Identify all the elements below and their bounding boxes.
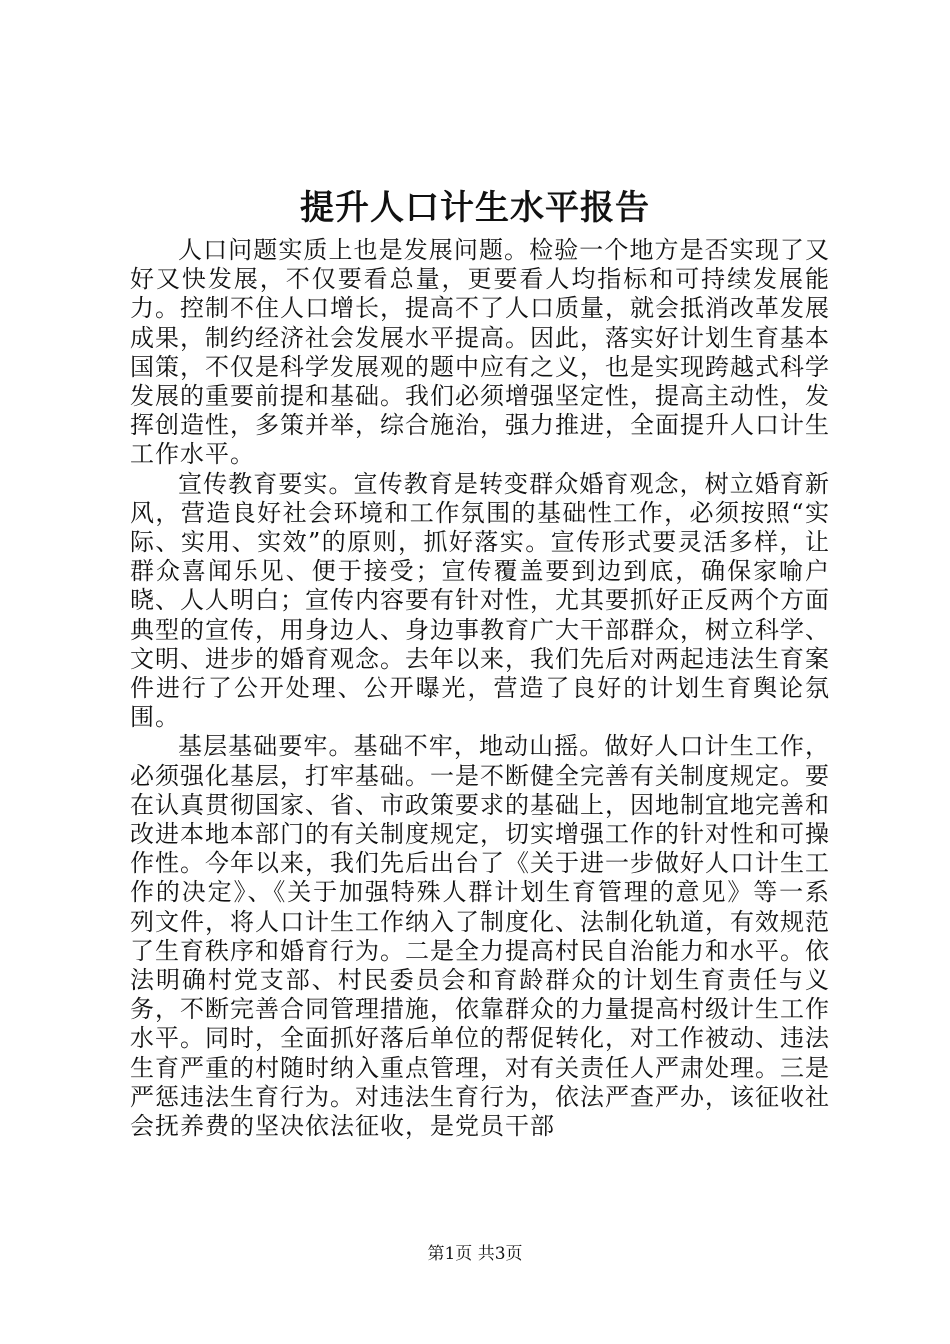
paragraph-intro: 人口问题实质上也是发展问题。检验一个地方是否实现了又好又快发展，不仅要看总量，更要看人均指标和可持续发展能力。控制不住人口增长，提高不了人口质量，就会抵消改革发展成果，制约经济社会发展水平提高。因此，落实好计划生育基本国策，不仅是科学发展观的题中应有之义，也是实现跨越式科学发展的重要前提和基础。我们必须增强坚定性，提高主动性，发挥创造性，多策并举，综合施治，强力推进，全面提升人口计生工作水平。 — [130, 236, 830, 469]
paragraph-grassroots-foundation: 基层基础要牢。基础不牢，地动山摇。做好人口计生工作，必须强化基层，打牢基础。一是不断健全完善有关制度规定。要在认真贯彻国家、省、市政策要求的基础上，因地制宜地完善和改进本地本部门的有关制度规定，切实增强工作的针对性和可操作性。今年以来，我们先后出台了《关于进一步做好人口计生工作的决定》、《关于加强特殊人群计划生育管理的意见》等一系列文件，将人口计生工作纳入了制度化、法制化轨道，有效规范了生育秩序和婚育行为。二是全力提高村民自治能力和水平。依法明确村党支部、村民委员会和育龄群众的计划生育责任与义务，不断完善合同管理措施，依靠群众的力量提高村级计生工作水平。同时，全面抓好落后单位的帮促转化，对工作被动、违法生育严重的村随时纳入重点管理，对有关责任人严肃处理。三是严惩违法生育行为。对违法生育行为，依法严查严办，该征收社会抚养费的坚决依法征收，是党员干部 — [130, 732, 830, 1141]
page-number-footer: 第1页 共3页 — [427, 1244, 523, 1264]
document-body — [130, 236, 830, 1141]
paragraph-publicity-education: 宣传教育要实。宣传教育是转变群众婚育观念，树立婚育新风，营造良好社会环境和工作氛围的基础性工作，必须按照“实际、实用、实效”的原则，抓好落实。宣传形式要灵活多样，让群众喜闻乐见、便于接受；宣传覆盖要到边到底，确保家喻户晓、人人明白；宣传内容要有针对性，尤其要抓好正反两个方面典型的宣传，用身边人、身边事教育广大干部群众，树立科学、文明、进步的婚育观念。去年以来，我们先后对两起违法生育案件进行了公开处理、公开曝光，营造了良好的计划生育舆论氛围。 — [130, 469, 830, 732]
document-title: 提升人口计生水平报告 — [300, 188, 650, 228]
